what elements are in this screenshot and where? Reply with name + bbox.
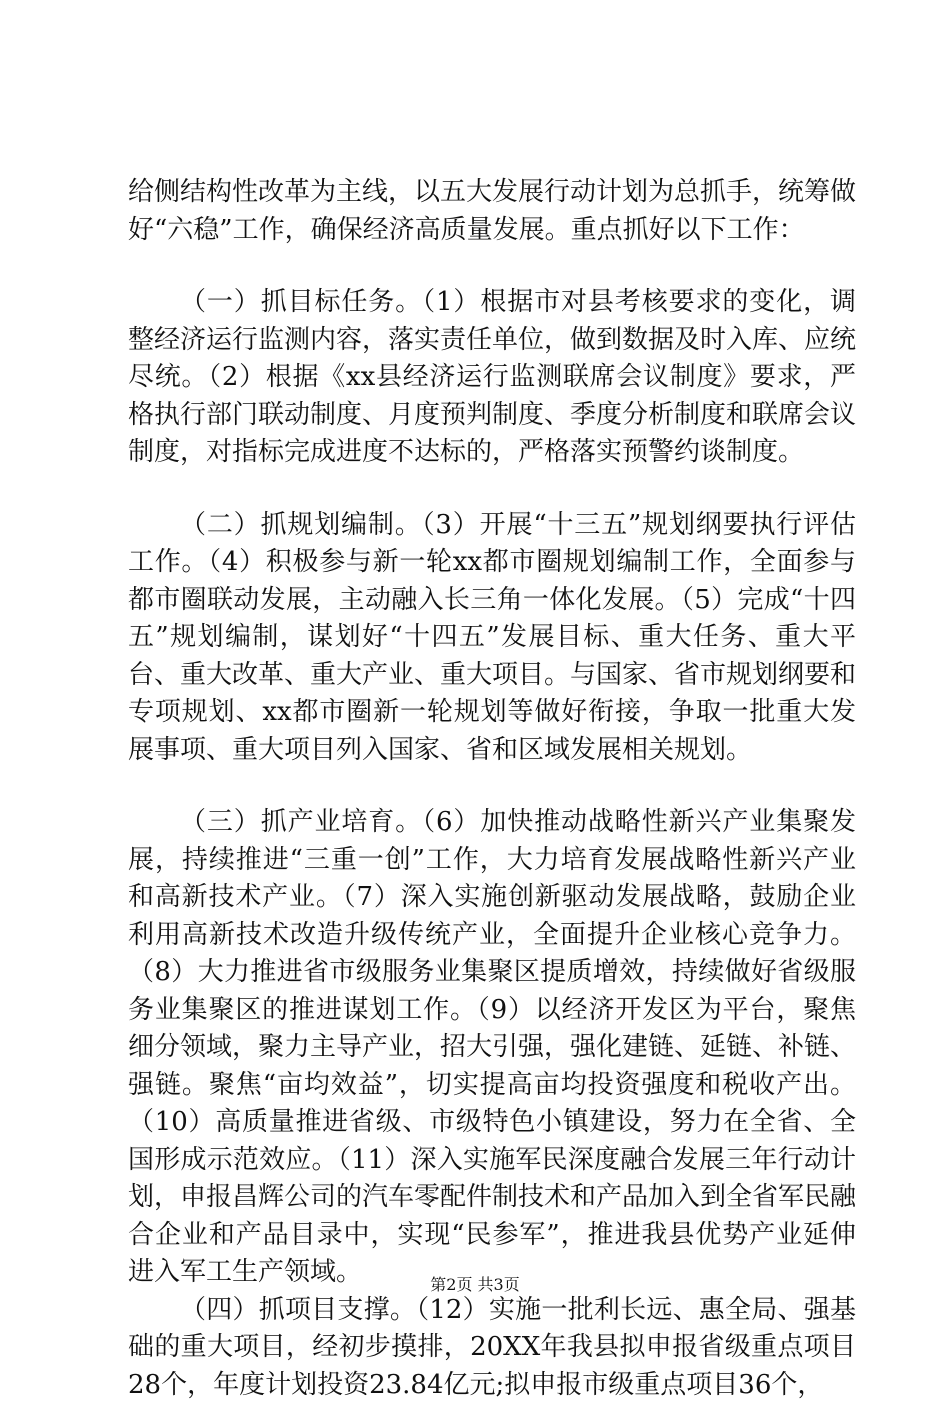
paragraph-section-4: （四）抓项目支撑。（12）实施一批利长远、惠全局、强基础的重大项目，经初步摸排，20XX年我县拟申报省级重点项目28个，年度计划投资23.84亿元;拟申报市级重点项目36个，	[128, 1292, 856, 1404]
paragraph-section-1: （一）抓目标任务。（1）根据市对县考核要求的变化，调整经济运行监测内容，落实责任单位，做到数据及时入库、应统尽统。（2）根据《xx县经济运行监测联席会议制度》要求，严格执行部门联动制度、月度预判制度、季度分析制度和联席会议制度，对指标完成进度不达标的，严格落实预警约谈制度。	[128, 284, 856, 472]
paragraph-section-2: （二）抓规划编制。（3）开展“十三五”规划纲要执行评估工作。（4）积极参与新一轮xx都市圈规划编制工作，全面参与都市圈联动发展，主动融入长三角一体化发展。（5）完成“十四五”规划编制，谋划好“十四五”发展目标、重大任务、重大平台、重大改革、重大产业、重大项目。与国家、省市规划纲要和专项规划、xx都市圈新一轮规划等做好衔接，争取一批重大发展事项、重大项目列入国家、省和区域发展相关规划。	[128, 507, 856, 770]
paragraph-continuation: 给侧结构性改革为主线，以五大发展行动计划为总抓手，统筹做好“六稳”工作，确保经济高质量发展。重点抓好以下工作：	[128, 174, 856, 249]
document-body	[128, 174, 856, 1404]
paragraph-section-3: （三）抓产业培育。（6）加快推动战略性新兴产业集聚发展，持续推进“三重一创”工作，大力培育发展战略性新兴产业和高新技术产业。（7）深入实施创新驱动发展战略，鼓励企业利用高新技术改造升级传统产业，全面提升企业核心竞争力。（8）大力推进省市级服务业集聚区提质增效，持续做好省级服务业集聚区的推进谋划工作。（9）以经济开发区为平台，聚焦细分领域，聚力主导产业，招大引强，强化建链、延链、补链、强链。聚焦“亩均效益”，切实提高亩均投资强度和税收产出。（10）高质量推进省级、市级特色小镇建设，努力在全省、全国形成示范效应。（11）深入实施军民深度融合发展三年行动计划，申报昌辉公司的汽车零配件制技术和产品加入到全省军民融合企业和产品目录中，实现“民参军”，推进我县优势产业延伸进入军工生产领域。	[128, 804, 856, 1292]
page-footer: 第2页 共3页	[0, 1272, 950, 1295]
